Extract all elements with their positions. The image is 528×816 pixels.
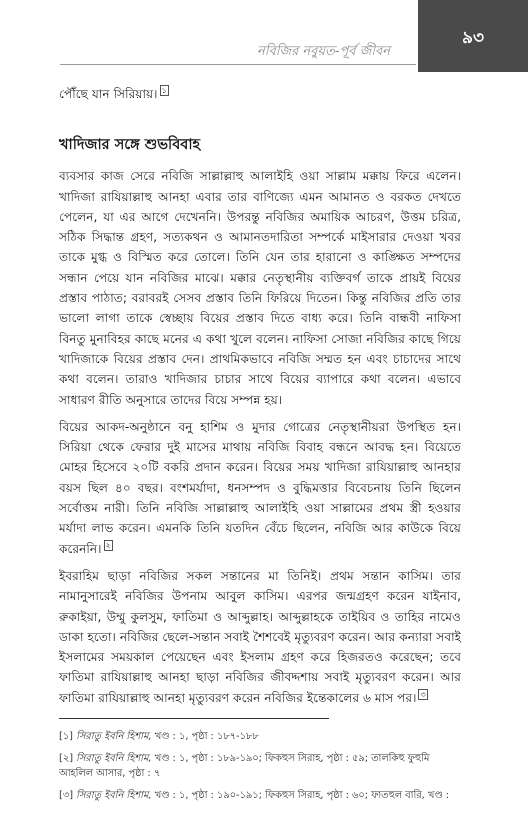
footnote [59, 788, 461, 803]
footnote-source: সিরাতু ইবনি হিশাম, [76, 790, 152, 802]
footnote-detail: খণ্ড : ১, পৃষ্ঠা : ১৮৭-১৮৮ [154, 731, 259, 743]
footnote-number: [১] [59, 731, 74, 743]
footnote-ref: ২ [105, 540, 111, 550]
page-number-box [418, 0, 528, 72]
footnote-ref: ৩ [420, 689, 426, 699]
paragraph [59, 566, 461, 708]
footnote [59, 751, 461, 781]
footnote-source: সিরাতু ইবনি হিশাম, [76, 731, 152, 743]
page-header [0, 0, 528, 70]
page-number: ৯৩ [461, 28, 485, 48]
intro-text: পৌঁছে যান সিরিয়ায়। [59, 87, 158, 101]
paragraph-text: ইবরাহিম ছাড়া নবিজির সকল সন্তানের মা তিনিই। প্রথম সন্তান কাসিম। তার নামানুসারেই নবিজির উপনাম আবুল কাসিম। এরপর জন্মগ্রহণ করেন যাইনাব, রুকাইয়া, উম্মু কুলসুম, ফাতিমা ও আব্দুল্লাহ। আব্দুল্লাহকে তাইয়িব ও তাহির নামেও ডাকা হতো। নবিজির ছেলে-সন্তান সবাই শৈশবেই মৃত্যুবরণ করেন। আর কন্যারা সবাই ইসলামের সময়কাল পেয়েছেন এবং ইসলাম গ্রহণ করে হিজরতও করেছেন; তবে ফাতিমা রাযিয়াল্লাহু আনহা ছাড়া নবিজির জীবদ্দশায় সবাই মৃত্যুবরণ করেন। আর ফাতিমা রাযিয়াল্লাহু আনহা মৃত্যুবরণ করেন নবিজির ইন্তেকালের ৬ মাস পর। [59, 568, 461, 705]
footnote-number: [২] [59, 753, 74, 765]
paragraph-text: ব্যবসার কাজ সেরে নবিজি সাল্লাল্লাহু আলাইহি ওয়া সাল্লাম মক্কায় ফিরে এলেন। খাদিজা রাযিয়াল্লাহু আনহা এবার তার বাণিজ্যে এমন আমানত ও বরকত দেখতে পেলেন, যা এর আগে দেখেননি। উপরন্তু নবিজির অমায়িক আচরণ, উত্তম চরিত্র, সঠিক সিদ্ধান্ত গ্রহণ, সত্যকথন ও আমানতদারিতা সম্পর্কে মাইসারার দেওয়া খবর তাকে মুগ্ধ ও বিস্মিত করে তোলে। তিনি যেন তার হারানো ও কাঙ্ক্ষিত সম্পদের সন্ধান পেয়ে যান নবিজির মাঝে। মক্কার নেতৃস্থানীয় ব্যক্তিবর্গ তাকে প্রায়ই বিয়ের প্রস্তাব পাঠাত; বরাবরই সেসব প্রস্তাব তিনি ফিরিয়ে দিতেন। কিন্তু নবিজির প্রতি তার ভালো লাগা তাকে স্বেচ্ছায় বিয়ের প্রস্তাব দিতে বাধ্য করে। তিনি বান্ধবী নাফিসা বিনতু মুনাবিহর কাছে মনের এ কথা খুলে বলেন। নাফিসা সোজা নবিজির কাছে গিয়ে খাদিজাকে বিয়ের প্রস্তাব দেন। প্রাথমিকভাবে নবিজি সম্মত হন এবং চাচাদের সাথে কথা বলেন। তারাও খাদিজার চাচার সাথে বিয়ের ব্যাপারে কথা বলেন। এভাবে সাধারণ রীতি অনুসারে তাদের বিয়ে সম্পন্ন হয়। [59, 169, 461, 407]
running-title: নবিজির নবুয়ত-পূর্ব জীবন [257, 44, 390, 59]
footnote-detail: খণ্ড : ১, পৃষ্ঠা : ১৮৯-১৯০; ফিকহুস সিরাহ, পৃষ্ঠা : ৫৯; তালকিহু ফুহুমি আহলিল আসার, পৃষ্ঠা : ৭ [59, 753, 430, 780]
paragraph [59, 417, 461, 559]
intro-line [59, 84, 461, 104]
page-body [59, 84, 461, 810]
header-rule [60, 64, 416, 65]
footnote-source: সিরাতু ইবনি হিশাম, [76, 753, 152, 765]
paragraph-text: বিয়ের আকদ-অনুষ্ঠানে বনু হাশিম ও মুদার গোত্রের নেতৃস্থানীয়রা উপস্থিত হন। সিরিয়া থেকে ফেরার দুই মাসের মাথায় নবিজি বিবাহ বন্ধনে আবদ্ধ হন। বিয়েতে মোহর হিসেবে ২০টি বকরি প্রদান করেন। বিয়ের সময় খাদিজা রাযিয়াল্লাহু আনহার বয়স ছিল ৪০ বছর। বংশমর্যাদা, ধনসম্পদ ও বুদ্ধিমত্তার বিবেচনায় তিনি ছিলেন সর্বোত্তম নারী। তিনি নবিজি সাল্লাল্লাহু আলাইহি ওয়া সাল্লামের প্রথম স্ত্রী হওয়ার মর্যাদা লাভ করেন। এমনকি তিনি যতদিন বেঁচে ছিলেন, নবিজি আর কাউকে বিয়ে করেননি। [59, 419, 461, 556]
footnote-ref: ১ [161, 85, 167, 95]
footnote-divider [59, 718, 329, 719]
footnote-detail: খণ্ড : ১, পৃষ্ঠা : ১৯০-১৯১; ফিকহুস সিরাহ, পৃষ্ঠা : ৬০; ফাতহুল বারি, খণ্ড : [154, 790, 450, 802]
footnote [59, 729, 461, 744]
footnote-number: [৩] [59, 790, 74, 802]
paragraph [59, 166, 461, 410]
section-heading: খাদিজার সঙ্গে শুভবিবাহ [59, 137, 201, 154]
